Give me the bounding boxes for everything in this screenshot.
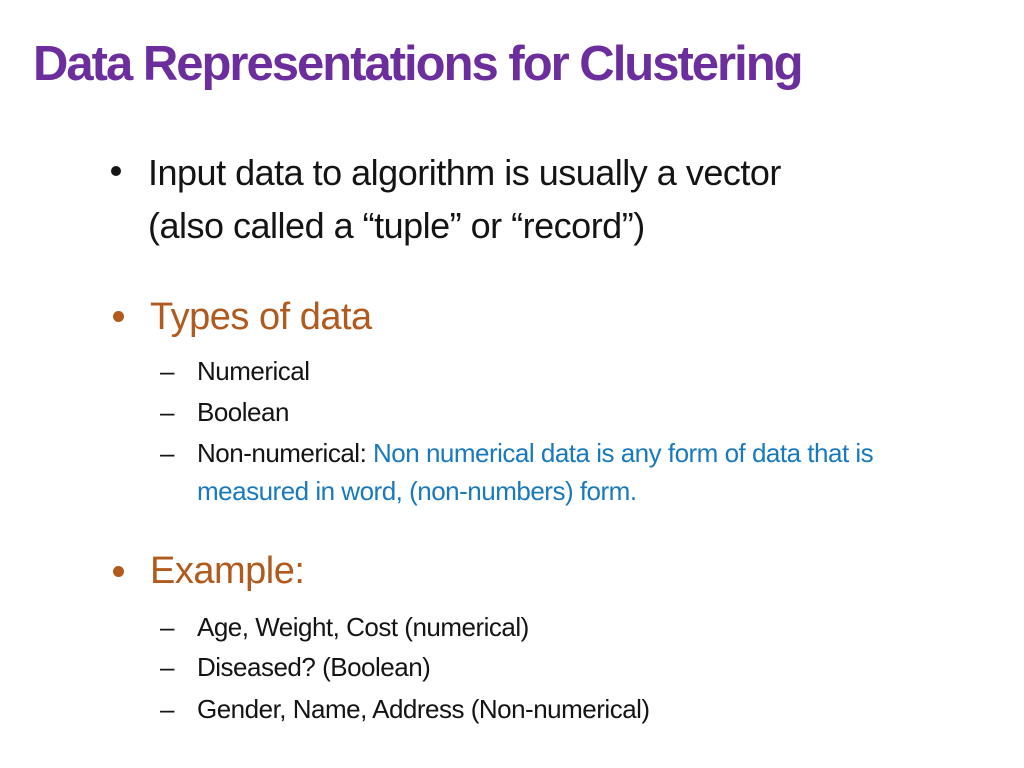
slide-title: Data Representations for Clustering [33,37,802,91]
list-item-label: Numerical [197,356,310,386]
intro-bullet [148,146,948,252]
list-item-label: Gender, Name, Address (Non-numerical) [197,694,650,724]
list-item-label: Age, Weight, Cost (numerical) [197,612,529,642]
dash-icon: – [160,694,174,724]
bullet-icon [113,311,124,322]
intro-line-2: (also called a “tuple” or “record”) [148,205,645,246]
intro-line-1: Input data to algorithm is usually a vector [148,152,781,193]
dash-icon: – [160,356,174,386]
list-item-age-weight-cost [160,608,967,646]
bullet-icon [113,566,124,577]
dash-icon: – [160,438,174,468]
example-heading: Example: [150,550,305,592]
list-item-diseased [160,648,967,686]
list-item-numerical [160,352,967,390]
list-item-label: Diseased? (Boolean) [197,652,431,682]
types-heading: Types of data [150,296,372,338]
dash-icon: – [160,397,174,427]
list-item-gender-name-address [160,690,967,728]
list-item-non-numerical [160,434,967,510]
list-item-prefix: Non-numerical: [197,438,367,468]
highlight-text-line-1: Non numerical data is any form of data that is [366,438,874,468]
bullet-icon [111,166,121,176]
list-item-boolean [160,393,967,431]
dash-icon: – [160,652,174,682]
dash-icon: – [160,612,174,642]
highlight-text-line-2: measured in word, (non-numbers) form. [197,476,637,506]
list-item-label: Boolean [197,397,289,427]
